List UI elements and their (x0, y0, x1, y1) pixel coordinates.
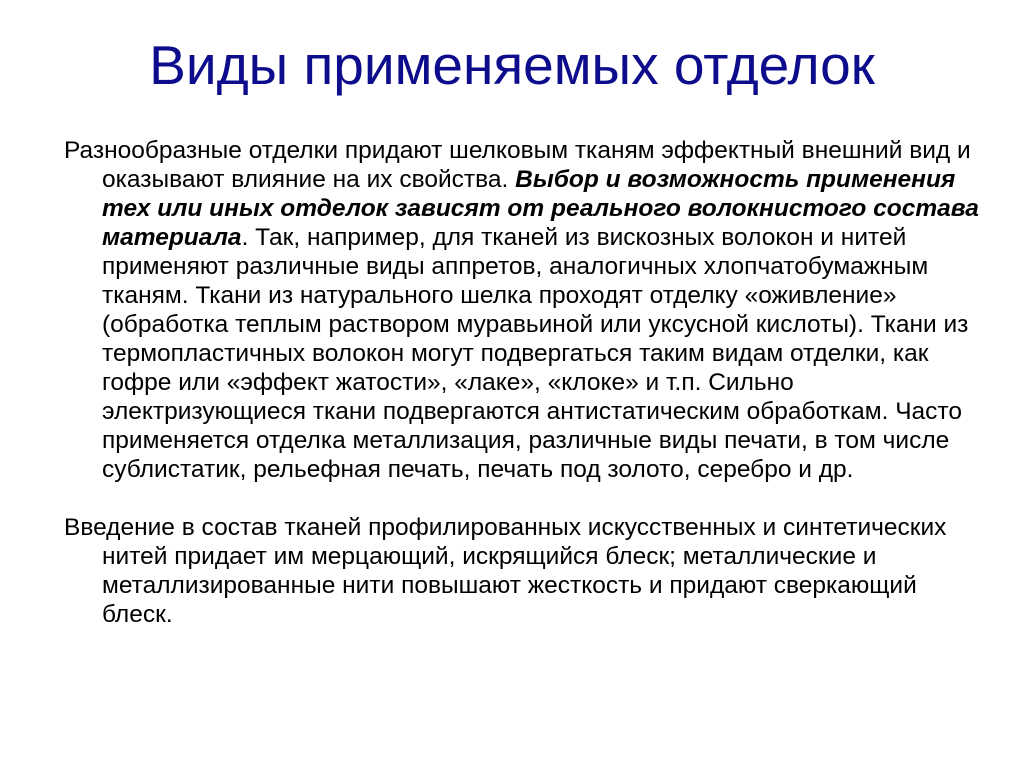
slide-body (64, 136, 994, 629)
paragraph-finishes-emphasis: Выбор и возможность применения тех или иных отделок зависят от реального волокнистого состава материала (102, 166, 979, 251)
paragraph-finishes-intro: Разнообразные отделки придают шелковым тканям эффектный внешний вид и оказывают влияние на их свойства. (64, 137, 971, 193)
paragraph-profiled-threads: Введение в состав тканей профилированных искусственных и синтетических нитей придает им мерцающий, искрящийся блеск; металлические и металлизированные нити повышают жесткость и придают сверкающий блеск. (64, 514, 947, 628)
slide-title: Виды применяемых отделок (149, 34, 875, 96)
paragraph-finishes (64, 136, 994, 484)
paragraph-finishes-details: . Так, например, для тканей из вискозных волокон и нитей применяют различные виды аппретов, аналогичных хлопчатобумажным тканям. Ткани из натурального шелка проходят отделку «оживление» (обработка теплым раствором муравьиной или уксусной кислоты). Ткани из термопластичных волокон могут подвергаться таким видам отделки, как гофре или «эффект жатости», «лаке», «клоке» и т.п. Сильно электризующиеся ткани подвергаются антистатическим обработкам. Часто применяется отделка металлизация, различные виды печати, в том числе сублистатик, рельефная печать, печать под золото, серебро и др. (102, 224, 969, 483)
